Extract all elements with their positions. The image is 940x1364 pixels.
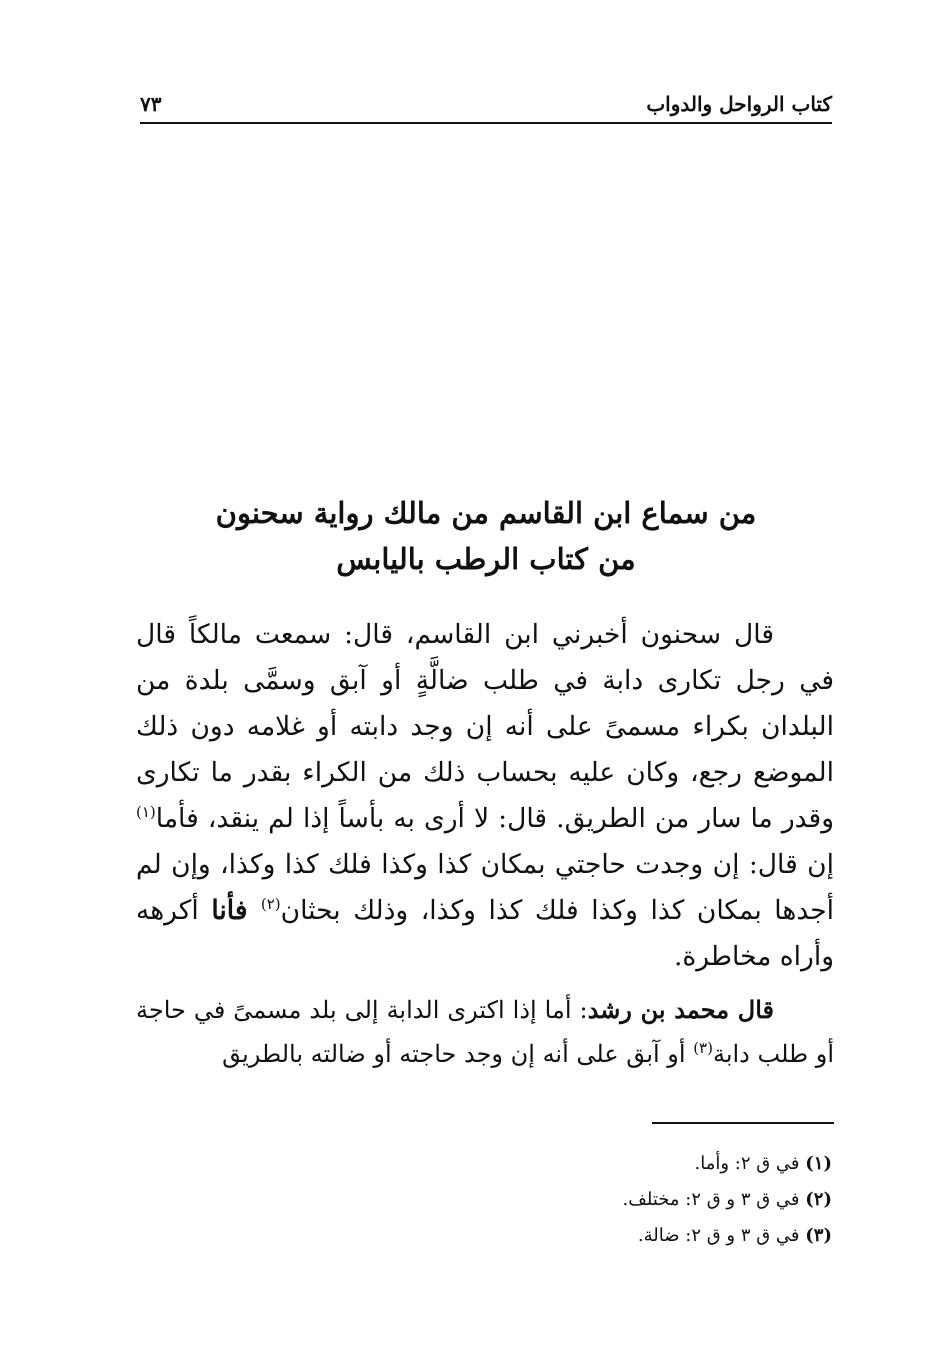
paragraph-1-text-c: أكرهه وأراه مخاطرة.	[136, 895, 834, 972]
paragraph-2-text-a: : أما إذا اكترى الدابة إلى بلد مسمىً في حاجة أو طلب دابة	[136, 996, 834, 1068]
paragraph-2	[136, 988, 834, 1076]
footnote-ref-2: (٢)	[260, 895, 281, 914]
page-number: ٧٣	[140, 92, 162, 116]
footnote-1	[140, 1146, 832, 1182]
footnote-3	[140, 1218, 832, 1254]
footnote-text: في ق ٢: وأما.	[694, 1153, 806, 1174]
paragraph-1-text-a: قال سحنون أخبرني ابن القاسم، قال: سمعت مالكاً قال في رجل تكارى دابة في طلب ضالَّةٍ أو آبق وسمَّى بلدة من البلدان بكراء مسمىً على أنه إن وجد دابته أو غلامه دون ذلك الموضع رجع، وكان عليه بحساب ذلك من الكراء بقدر ما تكارى وقدر ما سار من الطريق. قال: لا أرى به بأساً إذا لم ينقد، فأما	[136, 619, 834, 834]
main-text	[136, 612, 834, 980]
paragraph-1-bold: فأنا	[211, 895, 261, 926]
footnote-ref-3: (٣)	[693, 1039, 713, 1057]
footnotes	[140, 1146, 832, 1254]
paragraph-1	[136, 612, 834, 980]
footnote-number: (٣)	[805, 1225, 832, 1246]
footnote-2	[140, 1182, 832, 1218]
footnote-text: في ق ٣ و ق ٢: مختلف.	[622, 1189, 806, 1210]
page-header	[140, 86, 832, 124]
footnote-text: في ق ٣ و ق ٢: ضالة.	[637, 1225, 806, 1246]
footnote-ref-1: (١)	[136, 803, 156, 822]
footnote-divider	[652, 1122, 834, 1124]
running-title: كتاب الرواحل والدواب	[646, 92, 832, 116]
paragraph-2-text-b: أو آبق على أنه إن وجد حاجته أو ضالته بالطريق	[222, 1040, 694, 1068]
footnote-number: (٢)	[805, 1189, 832, 1210]
commentator-name: قال محمد بن رشد	[587, 995, 774, 1024]
commentary-text	[136, 988, 834, 1076]
paragraph-1-text-b: إن قال: إن وجدت حاجتي بمكان كذا وكذا فلك كذا وكذا، وإن لم أجدها بمكان كذا وكذا فلك كذا وكذا، وذلك بحثان	[136, 849, 834, 926]
footnote-number: (١)	[805, 1153, 832, 1174]
chapter-title-line-2: من كتاب الرطب باليابس	[336, 542, 636, 576]
chapter-heading	[140, 490, 832, 582]
chapter-title-line-1: من سماع ابن القاسم من مالك رواية سحنون	[215, 496, 757, 530]
